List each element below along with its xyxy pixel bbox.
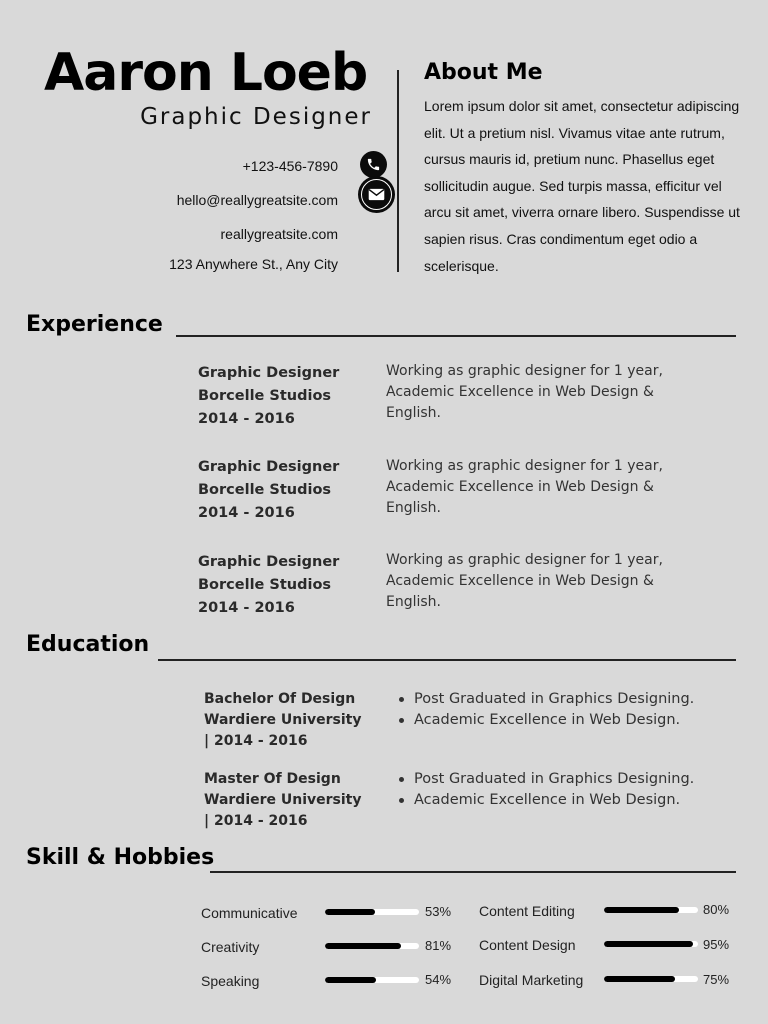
experience-divider (176, 335, 736, 337)
experience-item (198, 551, 368, 620)
skill-bar-fill (604, 976, 675, 982)
experience-position: Graphic Designer (198, 459, 340, 475)
skill-bar (604, 941, 698, 947)
experience-position: Graphic Designer (198, 554, 340, 570)
contact-email: hello@reallygreatsite.com (176, 192, 338, 208)
skill-percent: 95% (703, 937, 730, 952)
experience-company: Borcelle Studios (198, 577, 332, 593)
skill-bar-fill (604, 941, 693, 947)
experience-title: Experience (26, 312, 163, 337)
skill-percent: 81% (425, 938, 452, 953)
skill-bar-fill (325, 909, 375, 915)
education-item (204, 689, 379, 752)
experience-description: Working as graphic designer for 1 year, Academic Excellence in Web Design & English. (386, 363, 663, 421)
skill-label: Communicative (201, 905, 298, 921)
education-points (396, 689, 736, 731)
contact-phone: +123-456-7890 (242, 158, 338, 174)
about-text: Lorem ipsum dolor sit amet, consectetur adipiscing elit. Ut a pretium nisl. Vivamus vitae ante rutrum, cursus mauris id, pretium nunc. Phasellus eget sollicitudin augue. Sed turpis massa, efficitur vel arcu sit amet, viverra ornare libero. Suspendisse ut sapien risus. Cras condimentum eget odio a scelerisque. (424, 98, 740, 274)
skill-bar (604, 907, 698, 913)
education-title: Education (26, 632, 150, 657)
education-point: Academic Excellence in Web Design. (396, 790, 736, 811)
resume-name: Aaron Loeb (44, 43, 368, 103)
skill-label: Digital Marketing (479, 972, 584, 988)
experience-item (198, 362, 368, 431)
skill-percent: 80% (703, 902, 730, 917)
education-degree: Master Of Design (204, 771, 341, 787)
skill-label: Creativity (201, 939, 260, 955)
mail-icon (358, 176, 395, 213)
experience-years: 2014 - 2016 (198, 411, 295, 427)
education-point: Academic Excellence in Web Design. (396, 710, 736, 731)
education-divider (158, 659, 736, 661)
skill-label: Speaking (201, 973, 260, 989)
skill-percent: 75% (703, 972, 730, 987)
skill-bar (604, 976, 698, 982)
education-school: Wardiere University (204, 792, 362, 808)
skill-bar (325, 977, 419, 983)
skill-bar-fill (325, 977, 376, 983)
education-years: | 2014 - 2016 (204, 813, 308, 829)
experience-description: Working as graphic designer for 1 year, Academic Excellence in Web Design & English. (386, 552, 663, 610)
education-years: | 2014 - 2016 (204, 733, 308, 749)
skill-percent: 53% (425, 904, 452, 919)
resume-role: Graphic Designer (140, 104, 372, 130)
phone-icon (360, 151, 387, 178)
education-points (396, 769, 736, 811)
skill-bar (325, 943, 419, 949)
skill-label: Content Editing (479, 903, 575, 919)
header-divider (397, 70, 399, 272)
about-title: About Me (424, 60, 543, 85)
contact-website: reallygreatsite.com (220, 226, 338, 242)
skill-bar (325, 909, 419, 915)
experience-years: 2014 - 2016 (198, 505, 295, 521)
skill-label: Content Design (479, 937, 576, 953)
education-point: Post Graduated in Graphics Designing. (396, 769, 736, 790)
contact-address: 123 Anywhere St., Any City (169, 256, 338, 272)
skill-percent: 54% (425, 972, 452, 987)
experience-years: 2014 - 2016 (198, 600, 295, 616)
experience-position: Graphic Designer (198, 365, 340, 381)
skill-bar-fill (325, 943, 401, 949)
experience-company: Borcelle Studios (198, 482, 332, 498)
skill-bar-fill (604, 907, 679, 913)
experience-company: Borcelle Studios (198, 388, 332, 404)
education-point: Post Graduated in Graphics Designing. (396, 689, 736, 710)
education-degree: Bachelor Of Design (204, 691, 356, 707)
education-item (204, 769, 379, 832)
experience-item (198, 456, 368, 525)
education-school: Wardiere University (204, 712, 362, 728)
skills-title: Skill & Hobbies (26, 845, 215, 870)
experience-description: Working as graphic designer for 1 year, Academic Excellence in Web Design & English. (386, 458, 663, 516)
skills-divider (210, 871, 736, 873)
